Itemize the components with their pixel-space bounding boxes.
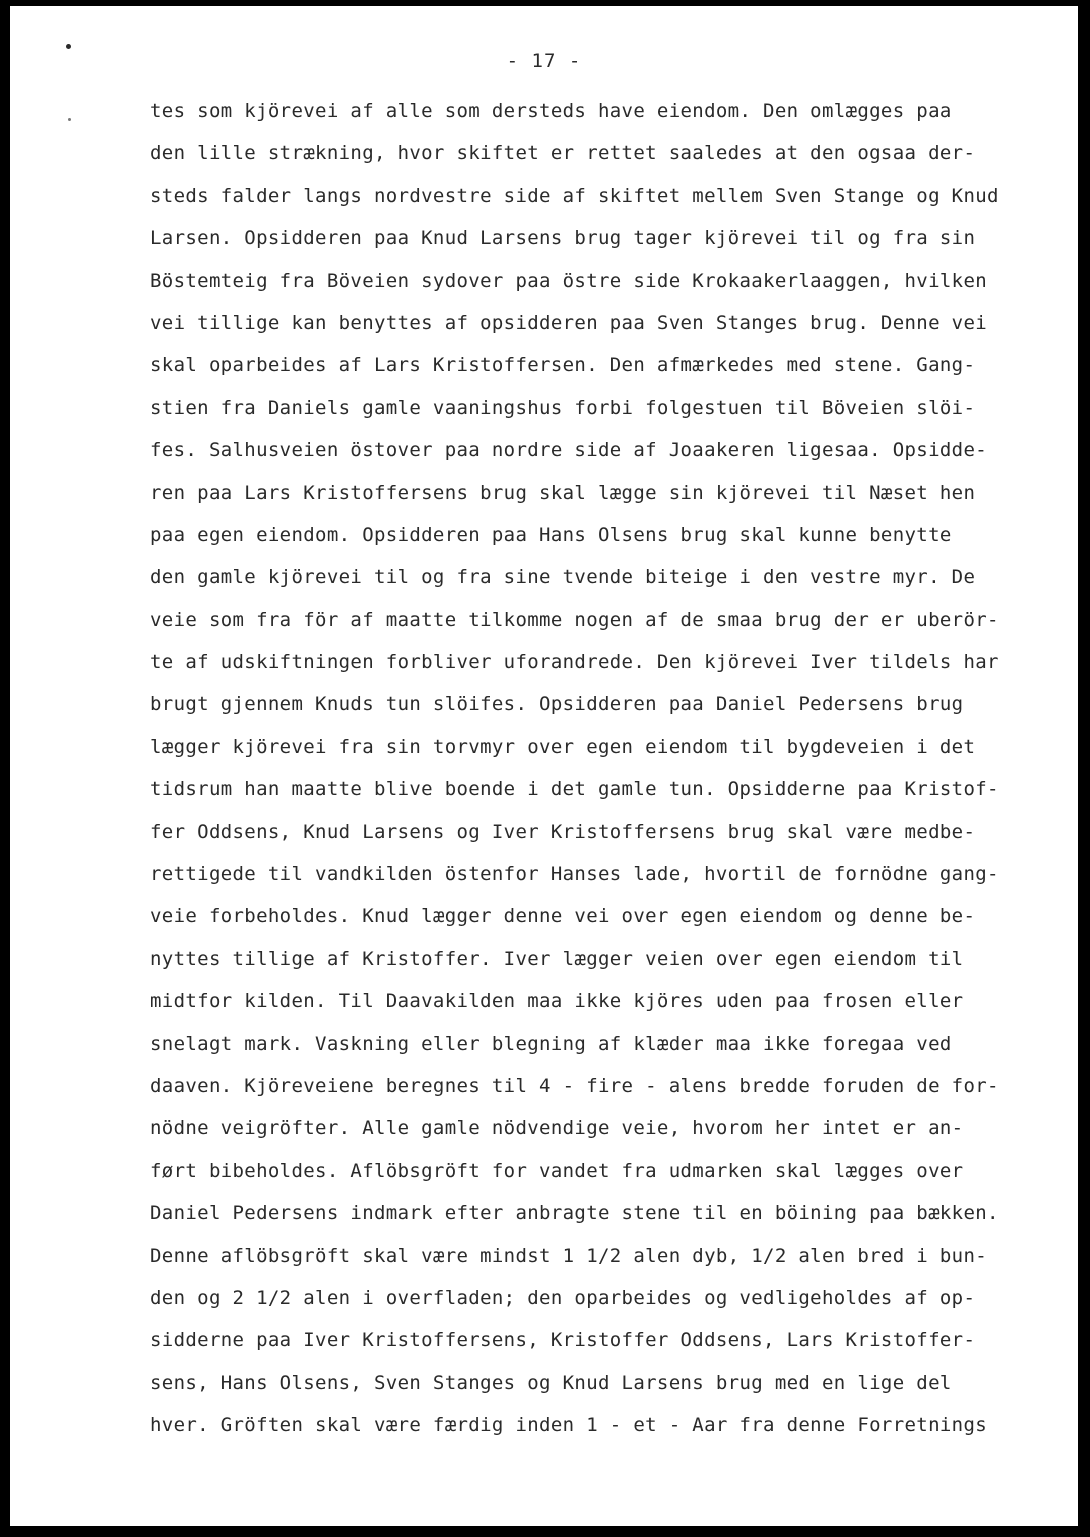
text-line: hver. Gröften skal være færdig inden 1 - et - Aar fra denne Forretnings xyxy=(150,1414,988,1437)
text-line: tidsrum han maatte blive boende i det gamle tun. Opsidderne paa Kristof- xyxy=(150,778,999,801)
text-line: nyttes tillige af Kristoffer. Iver lægger veien over egen eiendom til xyxy=(150,947,964,970)
text-line: den lille strækning, hvor skiftet er rettet saaledes at den ogsaa der- xyxy=(150,142,976,165)
body-text xyxy=(150,90,1078,1447)
text-line: den gamle kjörevei til og fra sine tvende biteige i den vestre myr. De xyxy=(150,566,976,589)
text-line: te af udskiftningen forbliver uforandrede. Den kjörevei Iver tildels har xyxy=(150,651,999,674)
text-line: tes som kjörevei af alle som dersteds have eiendom. Den omlægges paa xyxy=(150,100,952,122)
text-line: fes. Salhusveien östover paa nordre side af Joaakeren ligesaa. Opsidde- xyxy=(150,439,988,462)
text-line: brugt gjennem Knuds tun slöifes. Opsidderen paa Daniel Pedersens brug xyxy=(150,693,964,716)
punch-mark xyxy=(66,44,71,49)
text-line: veie som fra för af maatte tilkomme nogen af de smaa brug der er uberör- xyxy=(150,608,999,631)
text-line: ført bibeholdes. Aflöbsgröft for vandet fra udmarken skal lægges over xyxy=(150,1159,964,1182)
text-line: sidderne paa Iver Kristoffersens, Kristoffer Oddsens, Lars Kristoffer- xyxy=(150,1329,976,1352)
text-line: midtfor kilden. Til Daavakilden maa ikke kjöres uden paa frosen eller xyxy=(150,990,964,1013)
text-line: paa egen eiendom. Opsidderen paa Hans Olsens brug skal kunne benytte xyxy=(150,523,952,546)
text-line: veie forbeholdes. Knud lægger denne vei over egen eiendom og denne be- xyxy=(150,905,976,928)
text-line: lægger kjörevei fra sin torvmyr over egen eiendom til bygdeveien i det xyxy=(150,735,976,758)
text-line: den og 2 1/2 alen i overfladen; den oparbeides og vedligeholdes af op- xyxy=(150,1286,976,1309)
text-line: Böstemteig fra Böveien sydover paa östre side Krokaakerlaaggen, hvilken xyxy=(150,269,988,292)
text-line: stien fra Daniels gamle vaaningshus forbi folgestuen til Böveien slöi- xyxy=(150,396,976,419)
text-line: Daniel Pedersens indmark efter anbragte stene til en böining paa bækken. xyxy=(150,1202,999,1225)
text-line: steds falder langs nordvestre side af skiftet mellem Sven Stange og Knud xyxy=(150,184,999,207)
document-page xyxy=(10,6,1078,1526)
text-line: nödne veigröfter. Alle gamle nödvendige veie, hvorom her intet er an- xyxy=(150,1117,964,1140)
text-line: rettigede til vandkilden östenfor Hanses lade, hvortil de fornödne gang- xyxy=(150,863,999,886)
page-number: - 17 - xyxy=(506,50,582,72)
text-line: snelagt mark. Vaskning eller blegning af klæder maa ikke foregaa ved xyxy=(150,1032,952,1055)
text-line: sens, Hans Olsens, Sven Stanges og Knud Larsens brug med en lige del xyxy=(150,1371,952,1394)
text-line: Larsen. Opsidderen paa Knud Larsens brug tager kjörevei til og fra sin xyxy=(150,227,976,250)
text-line: daaven. Kjöreveiene beregnes til 4 - fire - alens bredde foruden de for- xyxy=(150,1074,999,1097)
text-line: fer Oddsens, Knud Larsens og Iver Kristoffersens brug skal være medbe- xyxy=(150,820,976,843)
text-line: Denne aflöbsgröft skal være mindst 1 1/2 alen dyb, 1/2 alen bred i bun- xyxy=(150,1244,988,1267)
text-line: skal oparbeides af Lars Kristoffersen. Den afmærkedes med stene. Gang- xyxy=(150,354,976,377)
text-line: ren paa Lars Kristoffersens brug skal lægge sin kjörevei til Næset hen xyxy=(150,481,976,504)
speck-mark xyxy=(68,118,71,121)
text-line: vei tillige kan benyttes af opsidderen paa Sven Stanges brug. Denne vei xyxy=(150,311,988,334)
